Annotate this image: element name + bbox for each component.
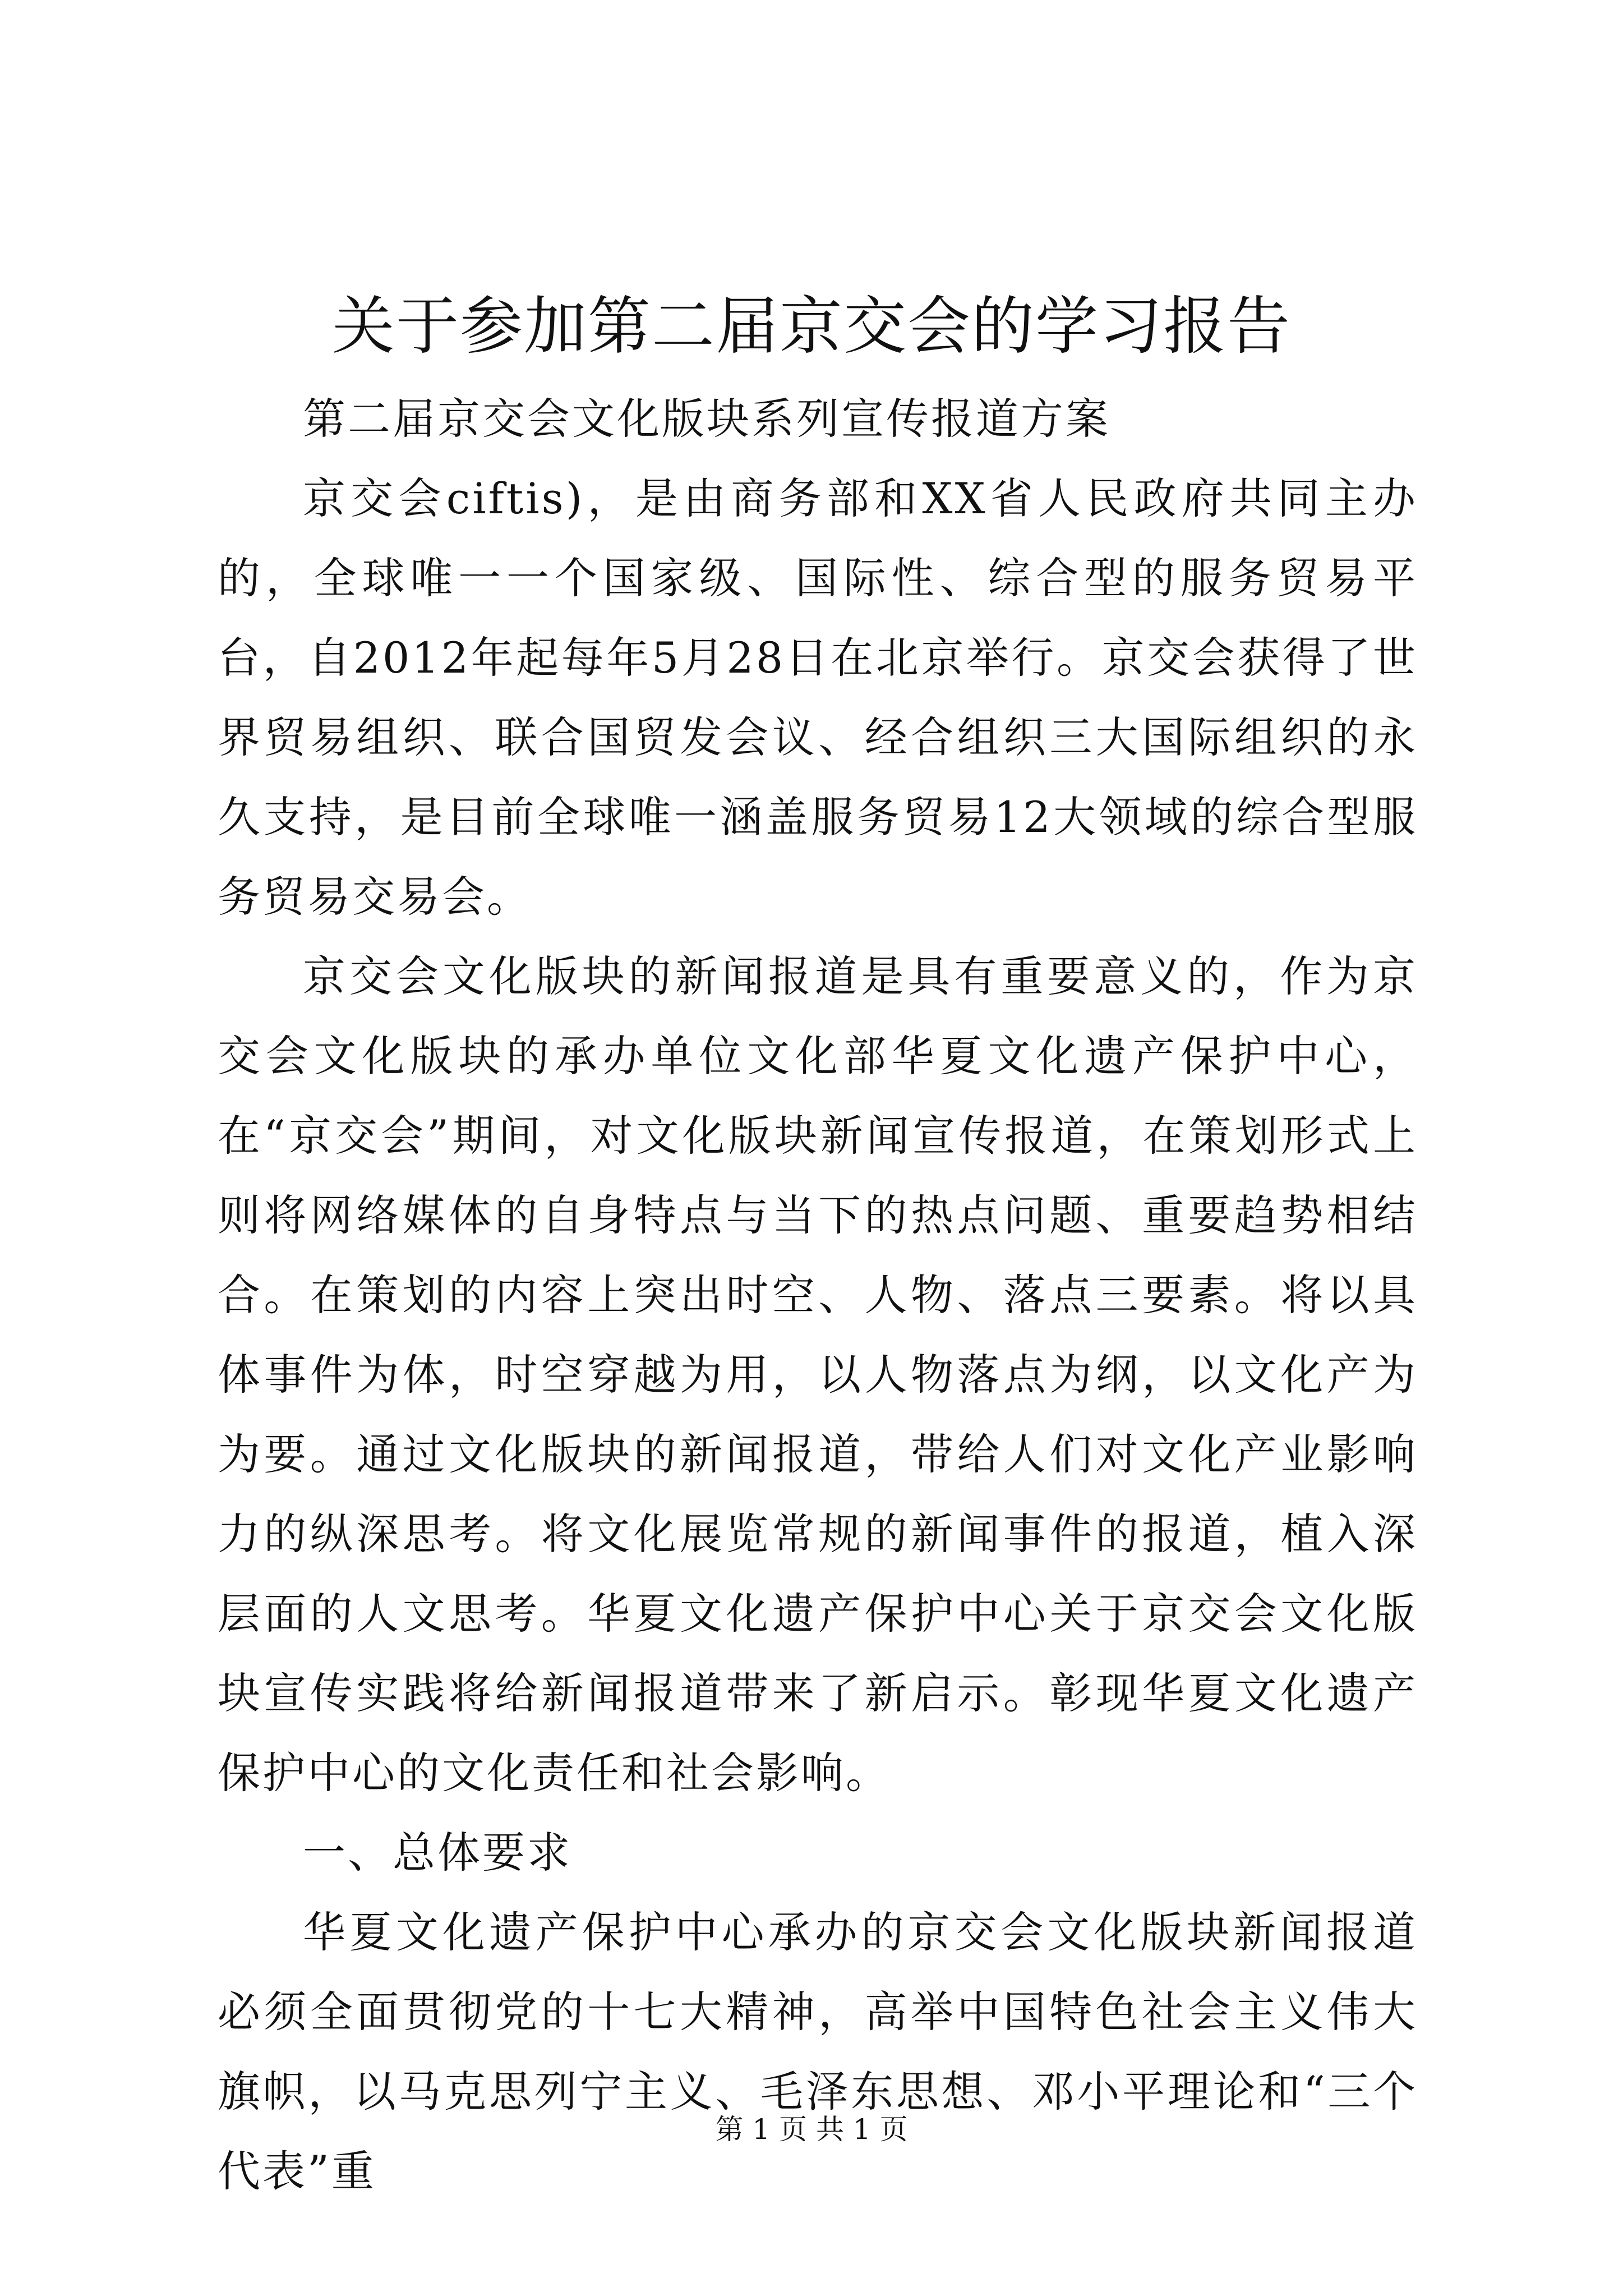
document-body xyxy=(218,379,1418,2211)
section-heading-general-requirements: 一、总体要求 xyxy=(303,1828,572,1878)
paragraph-culture-section: 京交会文化版块的新闻报道是具有重要意义的，作为京交会文化版块的承办单位文化部华夏文化遗产保护中心，在“京交会”期间，对文化版块新闻宣传报道，在策划形式上则将网络媒体的自身特点与当下的热点问题、重要趋势相结合。在策划的内容上突出时空、人物、落点三要素。将以具体事件为体，时空穿越为用，以人物落点为纲，以文化产为为要。通过文化版块的新闻报道，带给人们对文化产业影响力的纵深思考。将文化展览常规的新闻事件的报道，植入深层面的人文思考。华夏文化遗产保护中心关于京交会文化版块宣传实践将给新闻报道带来了新启示。彰现华夏文化遗产保护中心的文化责任和社会影响。 xyxy=(218,951,1418,1798)
paragraph-requirements: 华夏文化遗产保护中心承办的京交会文化版块新闻报道必须全面贯彻党的十七大精神，高举中国特色社会主义伟大旗帜，以马克思列宁主义、毛泽东思想、邓小平理论和“三个代表”重 xyxy=(218,1907,1418,2196)
paragraph-intro: 京交会ciftis)，是由商务部和XX省人民政府共同主办的，全球唯一一个国家级、国际性、综合型的服务贸易平台，自2012年起每年5月28日在北京举行。京交会获得了世界贸易组织、联合国贸发会议、经合组织三大国际组织的永久支持，是目前全球唯一涵盖服务贸易12大领域的综合型服务贸易交易会。 xyxy=(218,473,1418,922)
document-title: 关于参加第二届京交会的学习报告 xyxy=(332,290,1291,363)
page-footer: 第 1 页 共 1 页 xyxy=(715,2113,908,2146)
paragraph-subtitle: 第二届京交会文化版块系列宣传报道方案 xyxy=(303,394,1110,444)
